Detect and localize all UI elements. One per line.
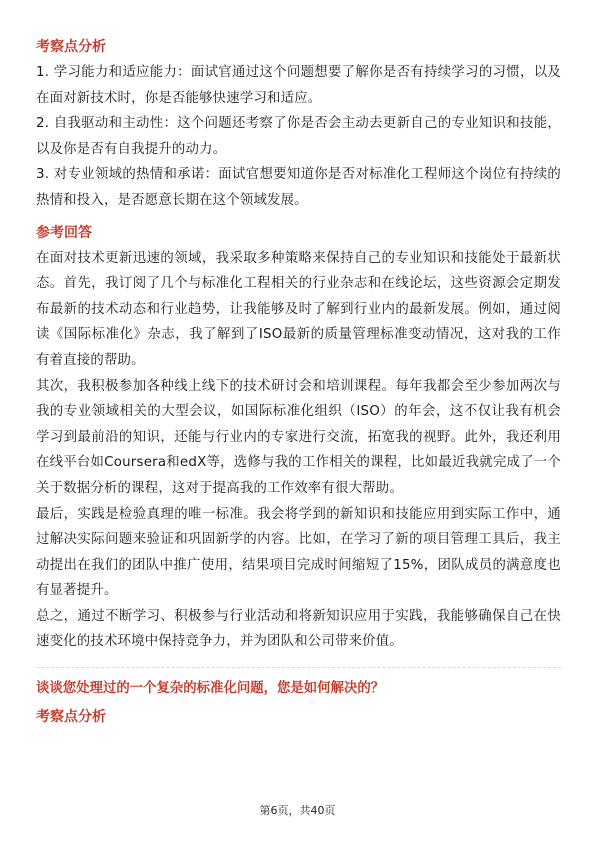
analysis-point-3: 3. 对专业领域的热情和承诺：面试官想要知道你是否对标准化工程师这个岗位有持续的热情和投入，是否愿意长期在这个领域发展。 [36, 167, 561, 208]
section-divider [36, 667, 561, 668]
answer-paragraph-4: 总之，通过不断学习、积极参与行业活动和将新知识应用于实践，我能够确保自己在快速变化的技术环境中保持竞争力，并为团队和公司带来价值。 [36, 608, 561, 650]
analysis-point-2: 2. 自我驱动和主动性：这个问题还考察了你是否会主动去更新自己的专业知识和技能，以及你是否有自我提升的动力。 [36, 116, 561, 157]
section-title-analysis: 考察点分析 [36, 39, 106, 55]
answer-paragraph-2: 其次，我积极参加各种线上线下的技术研讨会和培训课程。每年我都会至少参加两次与我的专业领域相关的大型会议，如国际标准化组织（ISO）的年会，这不仅让我有机会学习到最前沿的知识，还能与行业内的专家进行交流，拓宽我的视野。此外，我还利用在线平台如Coursera和edX等，选修与我的工作相关的课程，比如最近我就完成了一个关于数据分析的课程，这对于提高我的工作效率有很大帮助。 [36, 378, 561, 496]
answer-paragraph-3: 最后，实践是检验真理的唯一标准。我会将学到的新知识和技能应用到实际工作中，通过解决实际问题来验证和巩固新学的内容。比如，在学习了新的项目管理工具后，我主动提出在我们的团队中推广使用，结果项目完成时间缩短了15%，团队成员的满意度也有显著提升。 [36, 506, 561, 599]
page-footer: 第6页，共40页 [259, 804, 336, 817]
section-title-analysis-next: 考察点分析 [36, 709, 106, 726]
analysis-point-1: 1. 学习能力和适应能力：面试官通过这个问题想要了解你是否有持续学习的习惯，以及在面对新技术时，你是否能够快速学习和适应。 [36, 65, 561, 106]
page-content [36, 36, 561, 730]
section-title-answer: 参考回答 [36, 224, 92, 241]
answer-paragraph-1: 在面对技术更新迅速的领域，我采取多种策略来保持自己的专业知识和技能处于最新状态。首先，我订阅了几个与标准化工程相关的行业杂志和在线论坛，这些资源会定期发布最新的技术动态和行业趋势，让我能够及时了解到行业内的最新发展。例如，通过阅读《国际标准化》杂志，我了解到了ISO最新的质量管理标准变动情况，这对我的工作有着直接的帮助。 [36, 250, 561, 368]
next-question-heading: 谈谈您处理过的一个复杂的标准化问题，您是如何解决的？ [36, 681, 385, 697]
